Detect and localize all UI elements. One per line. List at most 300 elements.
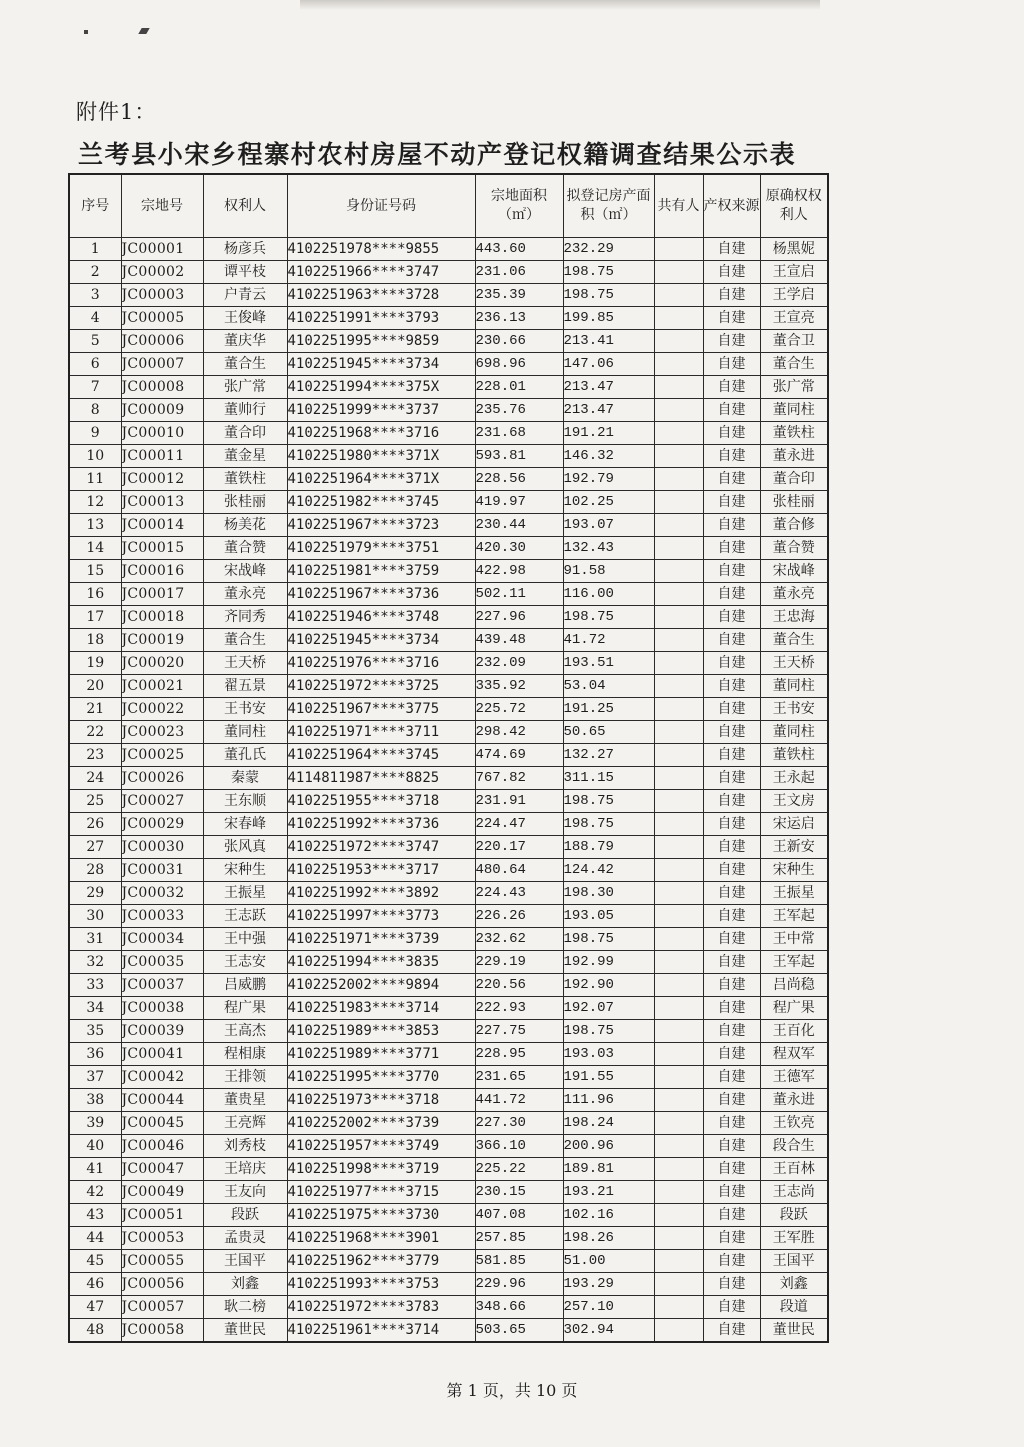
land-area-cell: 698.96 — [475, 353, 563, 376]
co-owner-cell — [654, 606, 703, 629]
original-owner-cell: 董同柱 — [760, 399, 828, 422]
property-source-cell: 自建 — [703, 583, 760, 606]
original-owner-cell: 王忠海 — [760, 606, 828, 629]
owner-name-cell: 秦蒙 — [203, 767, 287, 790]
owner-name-cell: 王天桥 — [203, 652, 287, 675]
id-number-cell: 4102251989****3771 — [287, 1043, 475, 1066]
table-row — [69, 1296, 828, 1319]
row-index-cell: 18 — [69, 629, 121, 652]
id-number-cell: 4102251964****371X — [287, 468, 475, 491]
parcel-number-cell: JC00038 — [121, 997, 203, 1020]
id-number-cell: 4102252002****3739 — [287, 1112, 475, 1135]
table-row — [69, 744, 828, 767]
land-area-cell: 228.95 — [475, 1043, 563, 1066]
co-owner-cell — [654, 1319, 703, 1343]
land-area-cell: 220.17 — [475, 836, 563, 859]
original-owner-cell: 董同柱 — [760, 721, 828, 744]
row-index-cell: 27 — [69, 836, 121, 859]
original-owner-cell: 董合赞 — [760, 537, 828, 560]
house-area-cell: 111.96 — [563, 1089, 654, 1112]
property-source-cell: 自建 — [703, 1296, 760, 1319]
parcel-number-cell: JC00039 — [121, 1020, 203, 1043]
land-area-cell: 232.62 — [475, 928, 563, 951]
owner-name-cell: 董合赞 — [203, 537, 287, 560]
table-row — [69, 836, 828, 859]
table-row — [69, 1089, 828, 1112]
parcel-number-cell: JC00016 — [121, 560, 203, 583]
table-body — [69, 238, 828, 1343]
property-source-cell: 自建 — [703, 1250, 760, 1273]
house-area-cell: 213.47 — [563, 399, 654, 422]
col-header-co-owner: 共有人 — [654, 174, 703, 238]
land-area-cell: 231.68 — [475, 422, 563, 445]
id-number-cell: 4114811987****8825 — [287, 767, 475, 790]
co-owner-cell — [654, 1066, 703, 1089]
parcel-number-cell: JC00026 — [121, 767, 203, 790]
house-area-cell: 198.75 — [563, 813, 654, 836]
property-source-cell: 自建 — [703, 606, 760, 629]
original-owner-cell: 董合生 — [760, 629, 828, 652]
land-area-cell: 235.39 — [475, 284, 563, 307]
table-header-row — [69, 174, 828, 238]
original-owner-cell: 董合生 — [760, 353, 828, 376]
owner-name-cell: 王志安 — [203, 951, 287, 974]
co-owner-cell — [654, 1135, 703, 1158]
id-number-cell: 4102251999****3737 — [287, 399, 475, 422]
parcel-number-cell: JC00013 — [121, 491, 203, 514]
owner-name-cell: 董同柱 — [203, 721, 287, 744]
id-number-cell: 4102251972****3725 — [287, 675, 475, 698]
owner-name-cell: 宋战峰 — [203, 560, 287, 583]
owner-name-cell: 宋种生 — [203, 859, 287, 882]
property-source-cell: 自建 — [703, 238, 760, 261]
row-index-cell: 4 — [69, 307, 121, 330]
co-owner-cell — [654, 1158, 703, 1181]
id-number-cell: 4102251967****3736 — [287, 583, 475, 606]
property-source-cell: 自建 — [703, 537, 760, 560]
owner-name-cell: 宋春峰 — [203, 813, 287, 836]
house-area-cell: 193.03 — [563, 1043, 654, 1066]
owner-name-cell: 董帅行 — [203, 399, 287, 422]
parcel-number-cell: JC00034 — [121, 928, 203, 951]
owner-name-cell: 董永亮 — [203, 583, 287, 606]
house-area-cell: 132.43 — [563, 537, 654, 560]
table-row — [69, 1319, 828, 1343]
parcel-number-cell: JC00002 — [121, 261, 203, 284]
original-owner-cell: 董铁柱 — [760, 744, 828, 767]
id-number-cell: 4102251994****375X — [287, 376, 475, 399]
land-area-cell: 229.96 — [475, 1273, 563, 1296]
row-index-cell: 11 — [69, 468, 121, 491]
co-owner-cell — [654, 905, 703, 928]
parcel-number-cell: JC00056 — [121, 1273, 203, 1296]
original-owner-cell: 王中常 — [760, 928, 828, 951]
house-area-cell: 102.16 — [563, 1204, 654, 1227]
parcel-number-cell: JC00045 — [121, 1112, 203, 1135]
id-number-cell: 4102251977****3715 — [287, 1181, 475, 1204]
page-footer: 第 1 页，共 10 页 — [446, 1381, 578, 1400]
table-row — [69, 767, 828, 790]
row-index-cell: 45 — [69, 1250, 121, 1273]
house-area-cell: 198.75 — [563, 790, 654, 813]
property-source-cell: 自建 — [703, 721, 760, 744]
owner-name-cell: 吕威鹏 — [203, 974, 287, 997]
owner-name-cell: 王亮辉 — [203, 1112, 287, 1135]
land-area-cell: 231.91 — [475, 790, 563, 813]
land-area-cell: 231.06 — [475, 261, 563, 284]
attachment-label: 附件1： — [76, 100, 157, 124]
original-owner-cell: 王天桥 — [760, 652, 828, 675]
original-owner-cell: 王德军 — [760, 1066, 828, 1089]
id-number-cell: 4102251957****3749 — [287, 1135, 475, 1158]
co-owner-cell — [654, 560, 703, 583]
co-owner-cell — [654, 652, 703, 675]
land-area-cell: 235.76 — [475, 399, 563, 422]
parcel-number-cell: JC00042 — [121, 1066, 203, 1089]
original-owner-cell: 董永亮 — [760, 583, 828, 606]
parcel-number-cell: JC00041 — [121, 1043, 203, 1066]
parcel-number-cell: JC00020 — [121, 652, 203, 675]
id-number-cell: 4102251979****3751 — [287, 537, 475, 560]
house-area-cell: 192.90 — [563, 974, 654, 997]
original-owner-cell: 王军起 — [760, 905, 828, 928]
land-area-cell: 228.56 — [475, 468, 563, 491]
parcel-number-cell: JC00022 — [121, 698, 203, 721]
original-owner-cell: 王钦亮 — [760, 1112, 828, 1135]
house-area-cell: 188.79 — [563, 836, 654, 859]
co-owner-cell — [654, 445, 703, 468]
house-area-cell: 51.00 — [563, 1250, 654, 1273]
original-owner-cell: 董世民 — [760, 1319, 828, 1343]
row-index-cell: 33 — [69, 974, 121, 997]
table-row — [69, 468, 828, 491]
table-row — [69, 675, 828, 698]
row-index-cell: 31 — [69, 928, 121, 951]
co-owner-cell — [654, 1020, 703, 1043]
table-row — [69, 514, 828, 537]
row-index-cell: 37 — [69, 1066, 121, 1089]
land-area-cell: 224.47 — [475, 813, 563, 836]
parcel-number-cell: JC00032 — [121, 882, 203, 905]
row-index-cell: 22 — [69, 721, 121, 744]
owner-name-cell: 董世民 — [203, 1319, 287, 1343]
row-index-cell: 16 — [69, 583, 121, 606]
house-area-cell: 193.07 — [563, 514, 654, 537]
table-row — [69, 491, 828, 514]
parcel-number-cell: JC00030 — [121, 836, 203, 859]
row-index-cell: 13 — [69, 514, 121, 537]
table-row — [69, 721, 828, 744]
id-number-cell: 4102251991****3793 — [287, 307, 475, 330]
owner-name-cell: 谭平枝 — [203, 261, 287, 284]
parcel-number-cell: JC00014 — [121, 514, 203, 537]
row-index-cell: 25 — [69, 790, 121, 813]
id-number-cell: 4102251961****3714 — [287, 1319, 475, 1343]
land-area-cell: 581.85 — [475, 1250, 563, 1273]
table-row — [69, 1204, 828, 1227]
co-owner-cell — [654, 376, 703, 399]
house-area-cell: 41.72 — [563, 629, 654, 652]
co-owner-cell — [654, 261, 703, 284]
owner-name-cell: 董合印 — [203, 422, 287, 445]
land-area-cell: 503.65 — [475, 1319, 563, 1343]
id-number-cell: 4102251967****3723 — [287, 514, 475, 537]
co-owner-cell — [654, 813, 703, 836]
house-area-cell: 198.75 — [563, 928, 654, 951]
parcel-number-cell: JC00017 — [121, 583, 203, 606]
id-number-cell: 4102251976****3716 — [287, 652, 475, 675]
id-number-cell: 4102251946****3748 — [287, 606, 475, 629]
parcel-number-cell: JC00006 — [121, 330, 203, 353]
original-owner-cell: 王学启 — [760, 284, 828, 307]
co-owner-cell — [654, 675, 703, 698]
house-area-cell: 102.25 — [563, 491, 654, 514]
parcel-number-cell: JC00031 — [121, 859, 203, 882]
land-area-cell: 439.48 — [475, 629, 563, 652]
id-number-cell: 4102251994****3835 — [287, 951, 475, 974]
land-area-cell: 474.69 — [475, 744, 563, 767]
row-index-cell: 7 — [69, 376, 121, 399]
parcel-number-cell: JC00053 — [121, 1227, 203, 1250]
row-index-cell: 34 — [69, 997, 121, 1020]
id-number-cell: 4102251983****3714 — [287, 997, 475, 1020]
co-owner-cell — [654, 1043, 703, 1066]
row-index-cell: 30 — [69, 905, 121, 928]
owner-name-cell: 王友向 — [203, 1181, 287, 1204]
row-index-cell: 46 — [69, 1273, 121, 1296]
original-owner-cell: 王文房 — [760, 790, 828, 813]
property-source-cell: 自建 — [703, 928, 760, 951]
land-area-cell: 230.66 — [475, 330, 563, 353]
row-index-cell: 3 — [69, 284, 121, 307]
parcel-number-cell: JC00005 — [121, 307, 203, 330]
co-owner-cell — [654, 284, 703, 307]
row-index-cell: 19 — [69, 652, 121, 675]
row-index-cell: 20 — [69, 675, 121, 698]
house-area-cell: 198.75 — [563, 284, 654, 307]
table-row — [69, 1020, 828, 1043]
table-row — [69, 813, 828, 836]
owner-name-cell: 王东顺 — [203, 790, 287, 813]
property-source-cell: 自建 — [703, 1112, 760, 1135]
owner-name-cell: 户青云 — [203, 284, 287, 307]
owner-name-cell: 刘鑫 — [203, 1273, 287, 1296]
row-index-cell: 29 — [69, 882, 121, 905]
col-header-owner: 权利人 — [203, 174, 287, 238]
owner-name-cell: 张桂丽 — [203, 491, 287, 514]
land-area-cell: 348.66 — [475, 1296, 563, 1319]
land-area-cell: 298.42 — [475, 721, 563, 744]
house-area-cell: 91.58 — [563, 560, 654, 583]
row-index-cell: 42 — [69, 1181, 121, 1204]
row-index-cell: 41 — [69, 1158, 121, 1181]
land-area-cell: 222.93 — [475, 997, 563, 1020]
table-row — [69, 376, 828, 399]
table-row — [69, 537, 828, 560]
original-owner-cell: 宋运启 — [760, 813, 828, 836]
id-number-cell: 4102251963****3728 — [287, 284, 475, 307]
house-area-cell: 232.29 — [563, 238, 654, 261]
row-index-cell: 9 — [69, 422, 121, 445]
original-owner-cell: 王宣亮 — [760, 307, 828, 330]
parcel-number-cell: JC00018 — [121, 606, 203, 629]
table-row — [69, 951, 828, 974]
original-owner-cell: 王百林 — [760, 1158, 828, 1181]
parcel-number-cell: JC00029 — [121, 813, 203, 836]
row-index-cell: 24 — [69, 767, 121, 790]
property-source-cell: 自建 — [703, 468, 760, 491]
house-area-cell: 198.30 — [563, 882, 654, 905]
land-area-cell: 441.72 — [475, 1089, 563, 1112]
original-owner-cell: 程广果 — [760, 997, 828, 1020]
original-owner-cell: 王百化 — [760, 1020, 828, 1043]
owner-name-cell: 董贵星 — [203, 1089, 287, 1112]
property-source-cell: 自建 — [703, 652, 760, 675]
id-number-cell: 4102251992****3892 — [287, 882, 475, 905]
id-number-cell: 4102251998****3719 — [287, 1158, 475, 1181]
id-number-cell: 4102251966****3747 — [287, 261, 475, 284]
row-index-cell: 35 — [69, 1020, 121, 1043]
land-area-cell: 502.11 — [475, 583, 563, 606]
original-owner-cell: 段合生 — [760, 1135, 828, 1158]
property-source-cell: 自建 — [703, 974, 760, 997]
co-owner-cell — [654, 997, 703, 1020]
property-source-cell: 自建 — [703, 514, 760, 537]
row-index-cell: 36 — [69, 1043, 121, 1066]
parcel-number-cell: JC00058 — [121, 1319, 203, 1343]
parcel-number-cell: JC00001 — [121, 238, 203, 261]
land-area-cell: 228.01 — [475, 376, 563, 399]
property-source-cell: 自建 — [703, 882, 760, 905]
owner-name-cell: 杨彦兵 — [203, 238, 287, 261]
land-area-cell: 236.13 — [475, 307, 563, 330]
house-area-cell: 124.42 — [563, 859, 654, 882]
row-index-cell: 10 — [69, 445, 121, 468]
table-row — [69, 330, 828, 353]
co-owner-cell — [654, 629, 703, 652]
id-number-cell: 4102251978****9855 — [287, 238, 475, 261]
row-index-cell: 6 — [69, 353, 121, 376]
co-owner-cell — [654, 1112, 703, 1135]
table-row — [69, 399, 828, 422]
parcel-number-cell: JC00021 — [121, 675, 203, 698]
house-area-cell: 192.99 — [563, 951, 654, 974]
house-area-cell: 198.75 — [563, 261, 654, 284]
parcel-number-cell: JC00047 — [121, 1158, 203, 1181]
table-row — [69, 1043, 828, 1066]
owner-name-cell: 王国平 — [203, 1250, 287, 1273]
row-index-cell: 5 — [69, 330, 121, 353]
property-source-cell: 自建 — [703, 1135, 760, 1158]
co-owner-cell — [654, 836, 703, 859]
owner-name-cell: 王培庆 — [203, 1158, 287, 1181]
house-area-cell: 116.00 — [563, 583, 654, 606]
table-row — [69, 905, 828, 928]
original-owner-cell: 董永进 — [760, 1089, 828, 1112]
co-owner-cell — [654, 491, 703, 514]
owner-name-cell: 翟五景 — [203, 675, 287, 698]
original-owner-cell: 刘鑫 — [760, 1273, 828, 1296]
land-area-cell: 419.97 — [475, 491, 563, 514]
original-owner-cell: 王书安 — [760, 698, 828, 721]
row-index-cell: 48 — [69, 1319, 121, 1343]
property-source-cell: 自建 — [703, 744, 760, 767]
row-index-cell: 43 — [69, 1204, 121, 1227]
house-area-cell: 302.94 — [563, 1319, 654, 1343]
original-owner-cell: 王振星 — [760, 882, 828, 905]
row-index-cell: 17 — [69, 606, 121, 629]
table-row — [69, 974, 828, 997]
row-index-cell: 14 — [69, 537, 121, 560]
property-source-cell: 自建 — [703, 997, 760, 1020]
parcel-number-cell: JC00049 — [121, 1181, 203, 1204]
co-owner-cell — [654, 1296, 703, 1319]
owner-name-cell: 齐同秀 — [203, 606, 287, 629]
land-area-cell: 443.60 — [475, 238, 563, 261]
house-area-cell: 193.05 — [563, 905, 654, 928]
house-area-cell: 198.75 — [563, 1020, 654, 1043]
row-index-cell: 38 — [69, 1089, 121, 1112]
table-row — [69, 997, 828, 1020]
house-area-cell: 191.25 — [563, 698, 654, 721]
property-source-cell: 自建 — [703, 330, 760, 353]
table-row — [69, 583, 828, 606]
owner-name-cell: 董合生 — [203, 629, 287, 652]
property-source-cell: 自建 — [703, 491, 760, 514]
co-owner-cell — [654, 974, 703, 997]
co-owner-cell — [654, 353, 703, 376]
original-owner-cell: 吕尚稳 — [760, 974, 828, 997]
table-row — [69, 1227, 828, 1250]
table-row — [69, 422, 828, 445]
row-index-cell: 47 — [69, 1296, 121, 1319]
original-owner-cell: 宋种生 — [760, 859, 828, 882]
table-row — [69, 284, 828, 307]
land-area-cell: 257.85 — [475, 1227, 563, 1250]
co-owner-cell — [654, 951, 703, 974]
owner-name-cell: 张广常 — [203, 376, 287, 399]
property-source-cell: 自建 — [703, 1227, 760, 1250]
parcel-number-cell: JC00044 — [121, 1089, 203, 1112]
col-header-parcel-number: 宗地号 — [121, 174, 203, 238]
house-area-cell: 311.15 — [563, 767, 654, 790]
owner-name-cell: 杨美花 — [203, 514, 287, 537]
id-number-cell: 4102251968****3901 — [287, 1227, 475, 1250]
property-source-cell: 自建 — [703, 307, 760, 330]
id-number-cell: 4102251973****3718 — [287, 1089, 475, 1112]
co-owner-cell — [654, 1273, 703, 1296]
land-area-cell: 407.08 — [475, 1204, 563, 1227]
row-index-cell: 1 — [69, 238, 121, 261]
property-source-cell: 自建 — [703, 905, 760, 928]
owner-name-cell: 王振星 — [203, 882, 287, 905]
co-owner-cell — [654, 583, 703, 606]
parcel-number-cell: JC00055 — [121, 1250, 203, 1273]
owner-name-cell: 董金星 — [203, 445, 287, 468]
co-owner-cell — [654, 1204, 703, 1227]
col-header-land-area: 宗地面积（㎡） — [475, 174, 563, 238]
co-owner-cell — [654, 514, 703, 537]
row-index-cell: 23 — [69, 744, 121, 767]
co-owner-cell — [654, 238, 703, 261]
table-row — [69, 1112, 828, 1135]
original-owner-cell: 宋战峰 — [760, 560, 828, 583]
land-area-cell: 230.44 — [475, 514, 563, 537]
co-owner-cell — [654, 1227, 703, 1250]
table-row — [69, 882, 828, 905]
property-source-cell: 自建 — [703, 1043, 760, 1066]
co-owner-cell — [654, 767, 703, 790]
